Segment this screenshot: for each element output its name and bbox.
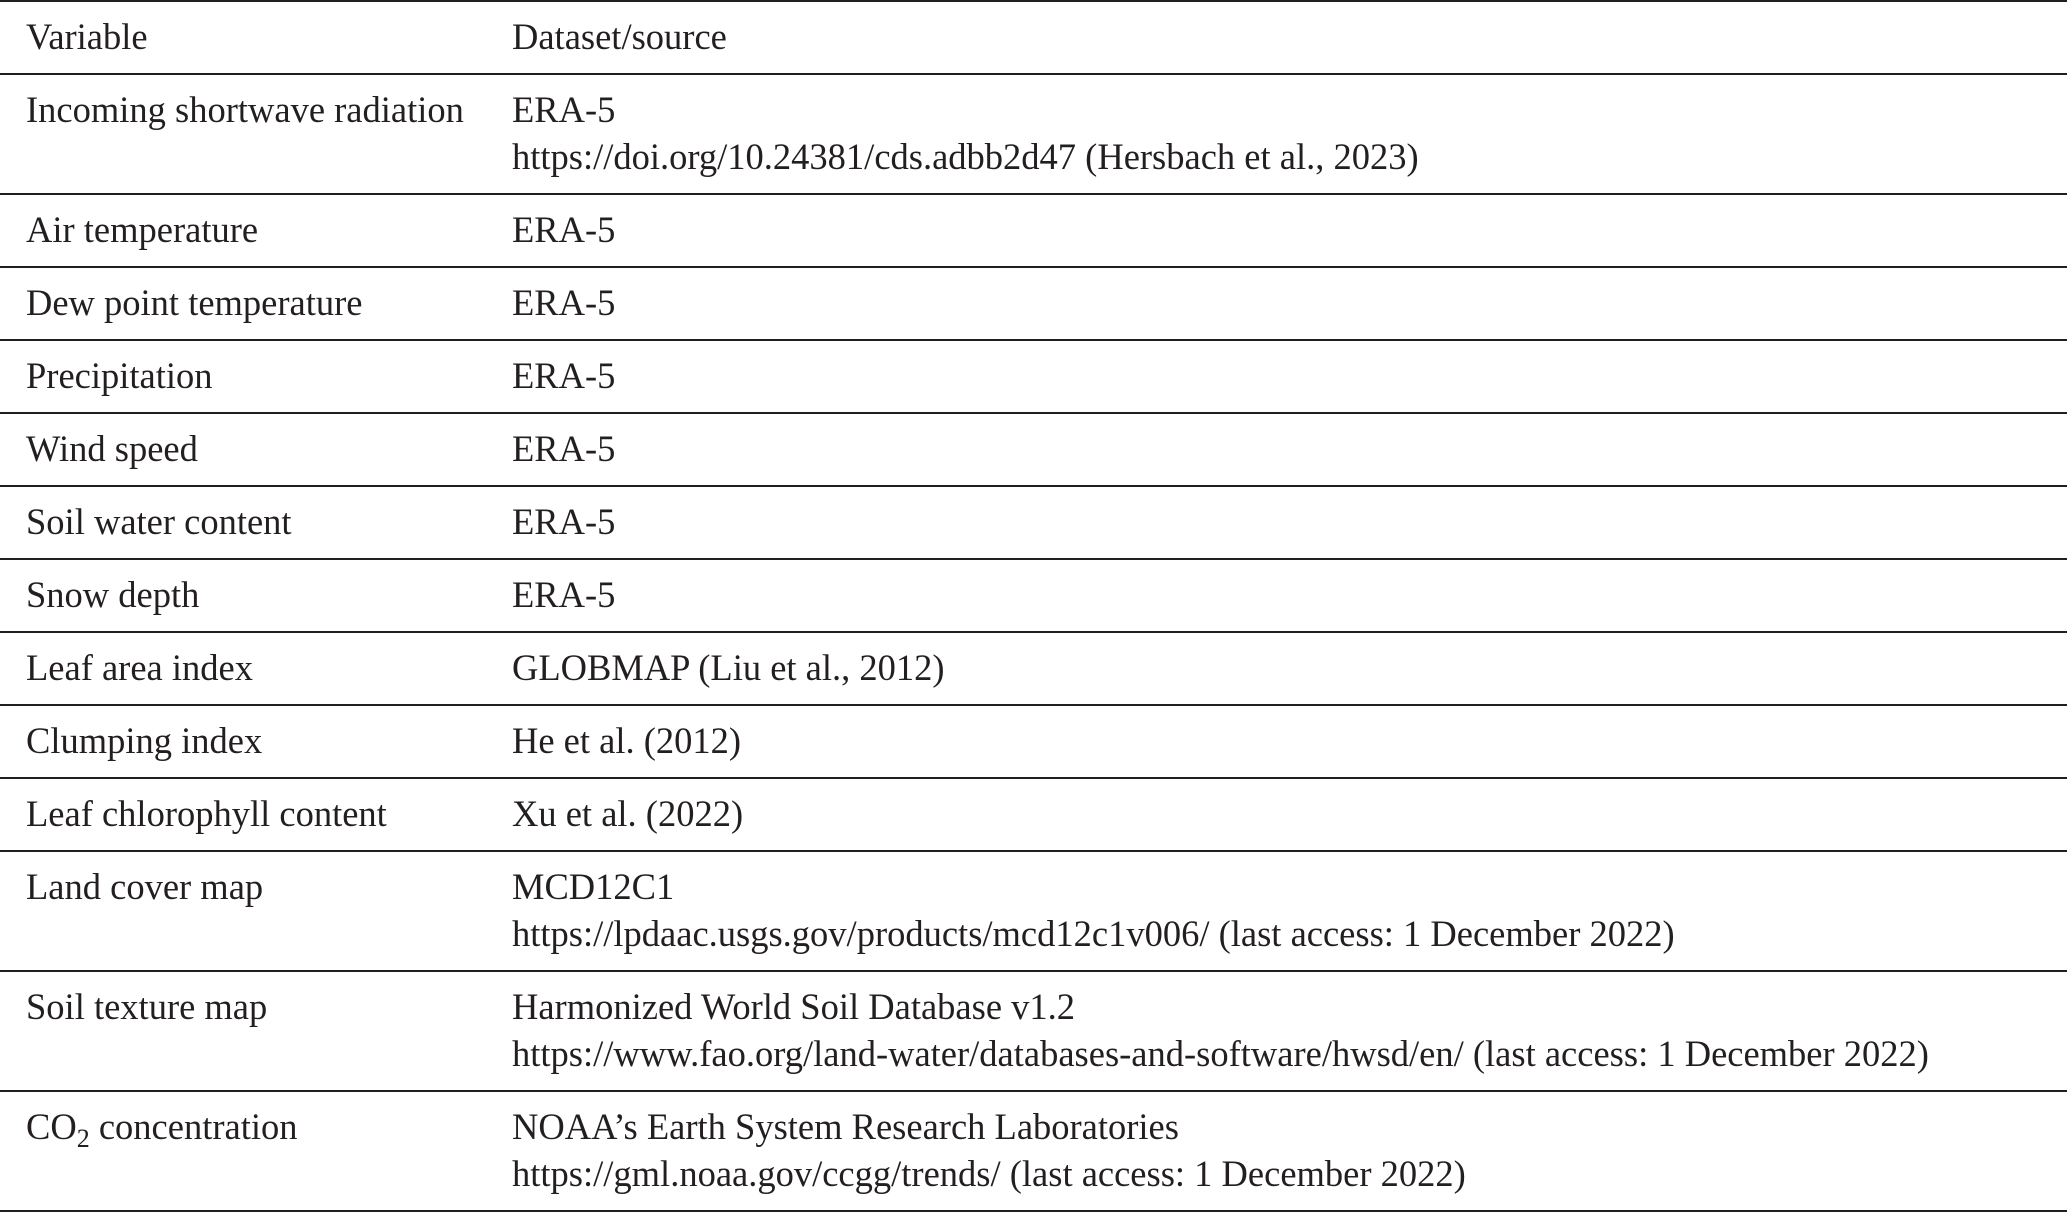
source-cell: ERA-5 (512, 282, 616, 323)
variable-cell: Precipitation (26, 355, 213, 396)
source-url: https://doi.org/10.24381/cds.adbb2d47 (Hersbach et al., 2023) (512, 136, 1419, 177)
variable-cell: Soil water content (26, 501, 292, 542)
variable-cell: Incoming shortwave radiation (26, 89, 464, 130)
source-cell: Xu et al. (2022) (512, 793, 744, 834)
table-row (0, 705, 2067, 778)
variable-cell: Land cover map (26, 866, 264, 907)
variable-cell: Leaf area index (26, 647, 253, 688)
variable-cell: Soil texture map (26, 986, 268, 1027)
variable-cell: Leaf chlorophyll content (26, 793, 387, 834)
header-source: Dataset/source (512, 16, 727, 57)
source-cell: GLOBMAP (Liu et al., 2012) (512, 647, 945, 688)
table-row (0, 74, 2067, 194)
table-row (0, 413, 2067, 486)
source-cell: ERA-5 https://doi.org/10.24381/cds.adbb2d47 (Hersbach et al., 2023) (512, 74, 2067, 194)
source-cell: ERA-5 (512, 209, 616, 250)
co2-label: $CO_2$ concentration (26, 1106, 298, 1153)
source-cell: He et al. (2012) (512, 720, 742, 761)
table-row (0, 778, 2067, 851)
source-cell: ERA-5 (512, 501, 616, 542)
source-url: https://gml.noaa.gov/ccgg/trends/ (last access: 1 December 2022) (512, 1153, 1466, 1194)
variable-cell: Air temperature (26, 209, 259, 250)
table-row (0, 194, 2067, 267)
variable-cell (0, 1091, 512, 1211)
table-header-row (0, 1, 2067, 74)
table-row (0, 340, 2067, 413)
table-row (0, 851, 2067, 971)
co2-subscript: 2 (76, 1124, 90, 1153)
source-cell: Harmonized World Soil Database v1.2 https://www.fao.org/land-water/databases-and-software/hwsd/en/ (last access: 1 December 2022) (512, 971, 2067, 1091)
source-cell: ERA-5 (512, 574, 616, 615)
variable-cell: Dew point temperature (26, 282, 363, 323)
table-row (0, 971, 2067, 1091)
table-row (0, 486, 2067, 559)
table-row (0, 267, 2067, 340)
source-cell: MCD12C1 https://lpdaac.usgs.gov/products/mcd12c1v006/ (last access: 1 December 2022) (512, 851, 2067, 971)
variable-cell: Wind speed (26, 428, 198, 469)
table-row (0, 559, 2067, 632)
source-url: https://www.fao.org/land-water/databases-and-software/hwsd/en/ (last access: 1 December 2022) (512, 1033, 1929, 1074)
table-row (0, 1091, 2067, 1211)
header-variable: Variable (26, 16, 148, 57)
table-row (0, 632, 2067, 705)
source-cell: ERA-5 (512, 355, 616, 396)
variable-cell: Clumping index (26, 720, 263, 761)
variable-cell: Snow depth (26, 574, 200, 615)
source-cell: ERA-5 (512, 428, 616, 469)
source-cell: NOAA’s Earth System Research Laboratories https://gml.noaa.gov/ccgg/trends/ (last access: 1 December 2022) (512, 1091, 2067, 1211)
source-url: https://lpdaac.usgs.gov/products/mcd12c1v006/ (last access: 1 December 2022) (512, 913, 1675, 954)
